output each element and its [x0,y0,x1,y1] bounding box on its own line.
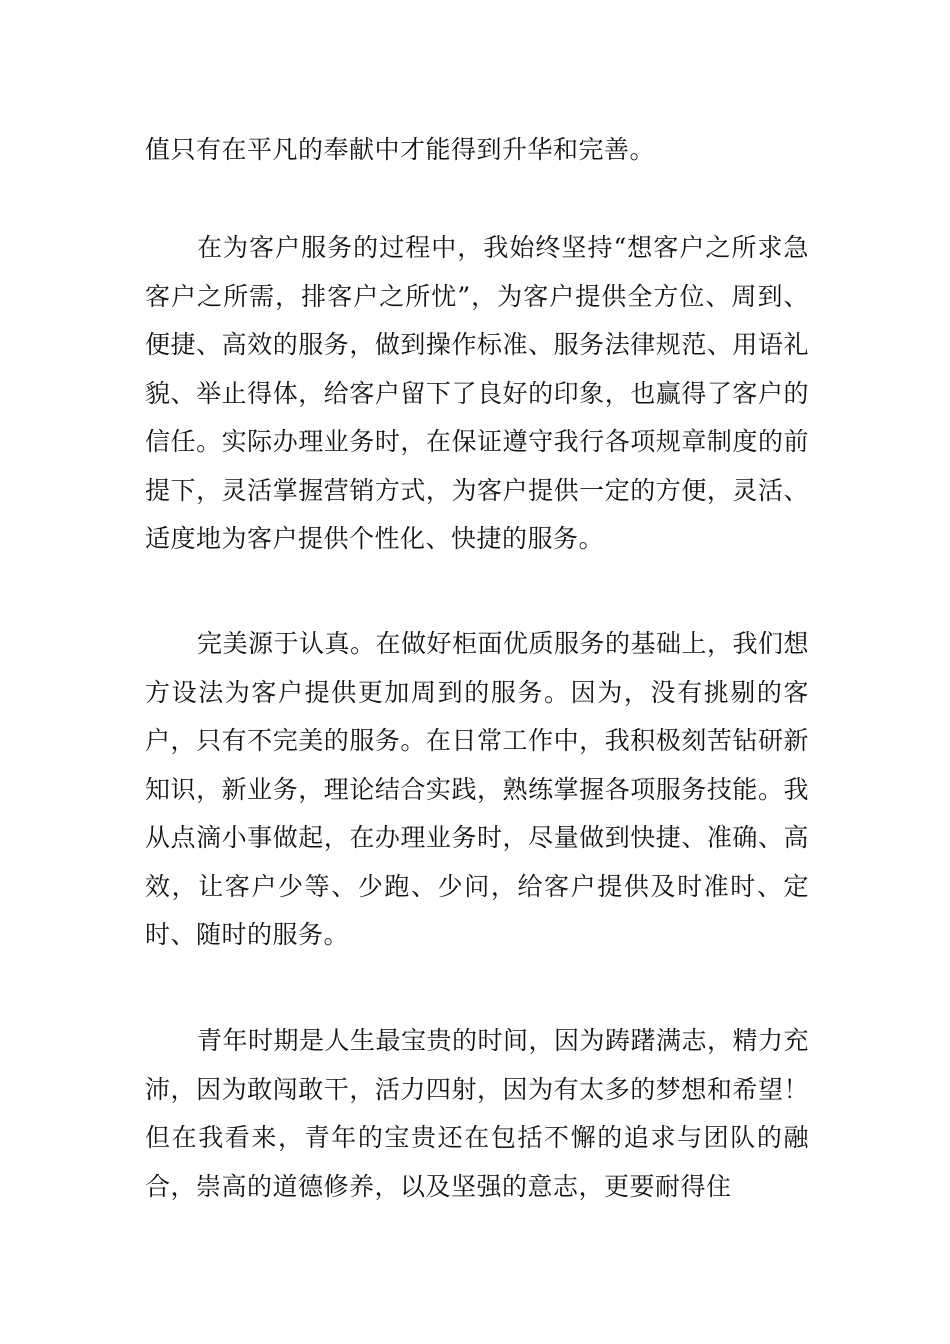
paragraph-youth: 青年时期是人生最宝贵的时间，因为踌躇满志，精力充沛，因为敢闯敢干，活力四射，因为有太多的梦想和希望！但在我看来，青年的宝贵还在包括不懈的追求与团队的融合，崇高的道德修养，以及坚强的意志，更要耐得住 [145,1026,810,1201]
paragraph-customer-service: 在为客户服务的过程中，我始终坚持“想客户之所求急客户之所需，排客户之所忧”，为客户提供全方位、周到、便捷、高效的服务，做到操作标准、服务法律规范、用语礼貌、举止得体，给客户留下了良好的印象，也赢得了客户的信任。实际办理业务时，在保证遵守我行各项规章制度的前提下，灵活掌握营销方式，为客户提供一定的方便，灵活、适度地为客户提供个性化、快捷的服务。 [145,233,809,553]
paragraph-continuation: 值只有在平凡的奉献中才能得到升华和完善。 [145,135,656,164]
paragraph-perfection: 完美源于认真。在做好柜面优质服务的基础上，我们想方设法为客户提供更加周到的服务。因为，没有挑剔的客户，只有不完美的服务。在日常工作中，我积极刻苦钻研新知识，新业务，理论结合实践，熟练掌握各项服务技能。我从点滴小事做起，在办理业务时，尽量做到快捷、准确、高效，让客户少等、少跑、少问，给客户提供及时准时、定时、随时的服务。 [145,629,810,949]
